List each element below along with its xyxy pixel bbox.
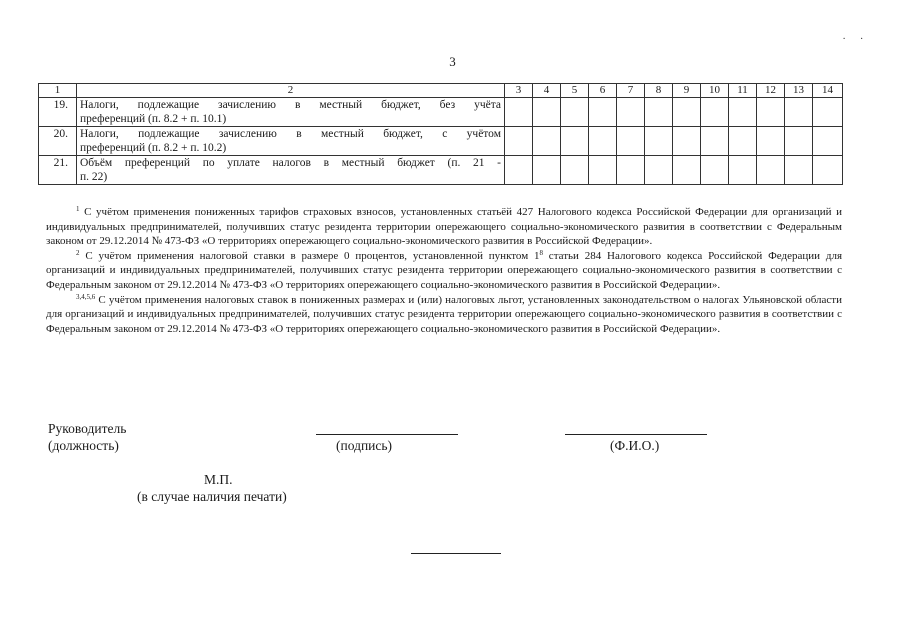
column-header: 9 [673,84,701,98]
footnote [46,293,842,337]
column-header: 13 [785,84,813,98]
column-header: 7 [617,84,645,98]
row-description-line: Объём преференций по уплате налогов в местный бюджет (п. 21 - [80,157,501,169]
column-header: 5 [561,84,589,98]
stamp-caption: (в случае наличия печати) [137,489,287,504]
data-table [38,83,843,185]
name-line [565,434,707,435]
row-description-line: Налоги, подлежащие зачислению в местный бюджет, без учёта [80,99,501,111]
column-header: 6 [589,84,617,98]
footnote [46,205,842,249]
position-label: Руководитель [48,421,127,436]
row-number: 20. [39,127,77,156]
column-header: 8 [645,84,673,98]
table-header-row [39,84,843,98]
row-description-line: п. 22) [80,171,108,183]
column-header: 4 [533,84,561,98]
column-header: 12 [757,84,785,98]
column-header: 10 [701,84,729,98]
row-description-line: Налоги, подлежащие зачислению в местный бюджет, с учётом [80,128,501,140]
signature-caption: (подпись) [336,438,393,453]
row-description [77,98,505,127]
footnote-text: статьи 284 Налогового кодекса Российской Федерации для организаций и индивидуальных предпринимателей, получивших статус резидента территории опережающего социально-экономического развития в соответствии с Федеральным законом от 29.12.2014 № 473-ФЗ «О территориях опережающего социально-экономического развития в Российской Федерации». [46,249,843,291]
footnote-mark: 2 [76,248,80,257]
footnote-text: С учётом применения налоговых ставок в пониженных размерах и (или) налоговых льгот, установленных законодательством о налогах Ульяновской области для организаций и индивидуальных предпринимателей, получивших статус резидента территории опережающего социально-экономического развития в соответствии с Федеральным законом от 29.12.2014 № 473-ФЗ «О территориях опережающего социально-экономического развития в Российской Федерации». [46,293,842,335]
corner-marks: . . [842,30,869,42]
column-header: 3 [505,84,533,98]
column-header: 1 [39,84,77,98]
column-header: 2 [77,84,505,98]
footnote-text: С учётом применения налоговой ставки в размере 0 процентов, установленной пунктом 1 [85,249,540,262]
table-row [39,156,843,185]
row-number: 19. [39,98,77,127]
row-description-line: преференций (п. 8.2 + п. 10.1) [80,113,227,125]
name-caption: (Ф.И.О.) [610,438,660,453]
footnotes [46,205,842,336]
row-number: 21. [39,156,77,185]
row-description [77,127,505,156]
footnote-mark: 3,4,5,6 [76,292,96,301]
table-row [39,127,843,156]
stamp-label: М.П. [204,472,233,487]
column-header: 14 [813,84,843,98]
row-description-line: преференций (п. 8.2 + п. 10.2) [80,142,227,154]
footnote-text: С учётом применения пониженных тарифов страховых взносов, установленных статьёй 427 Налогового кодекса Российской Федерации для организаций и индивидуальных предпринимателей, получивших статус резидента территории опережающего социально-экономического развития в соответствии с Федеральным законом от 29.12.2014 № 473-ФЗ «О территориях опережающего социально-экономического развития в Российской Федерации». [46,206,843,248]
table-row [39,98,843,127]
closing-line [411,553,501,554]
footnote-mark: 1 [76,205,80,213]
signature-line [316,434,458,435]
footnote-inline-sup: 8 [539,248,543,257]
column-header: 11 [729,84,757,98]
page-number: 3 [449,54,456,69]
position-caption: (должность) [48,438,119,453]
footnote [46,249,842,293]
row-description [77,156,505,185]
